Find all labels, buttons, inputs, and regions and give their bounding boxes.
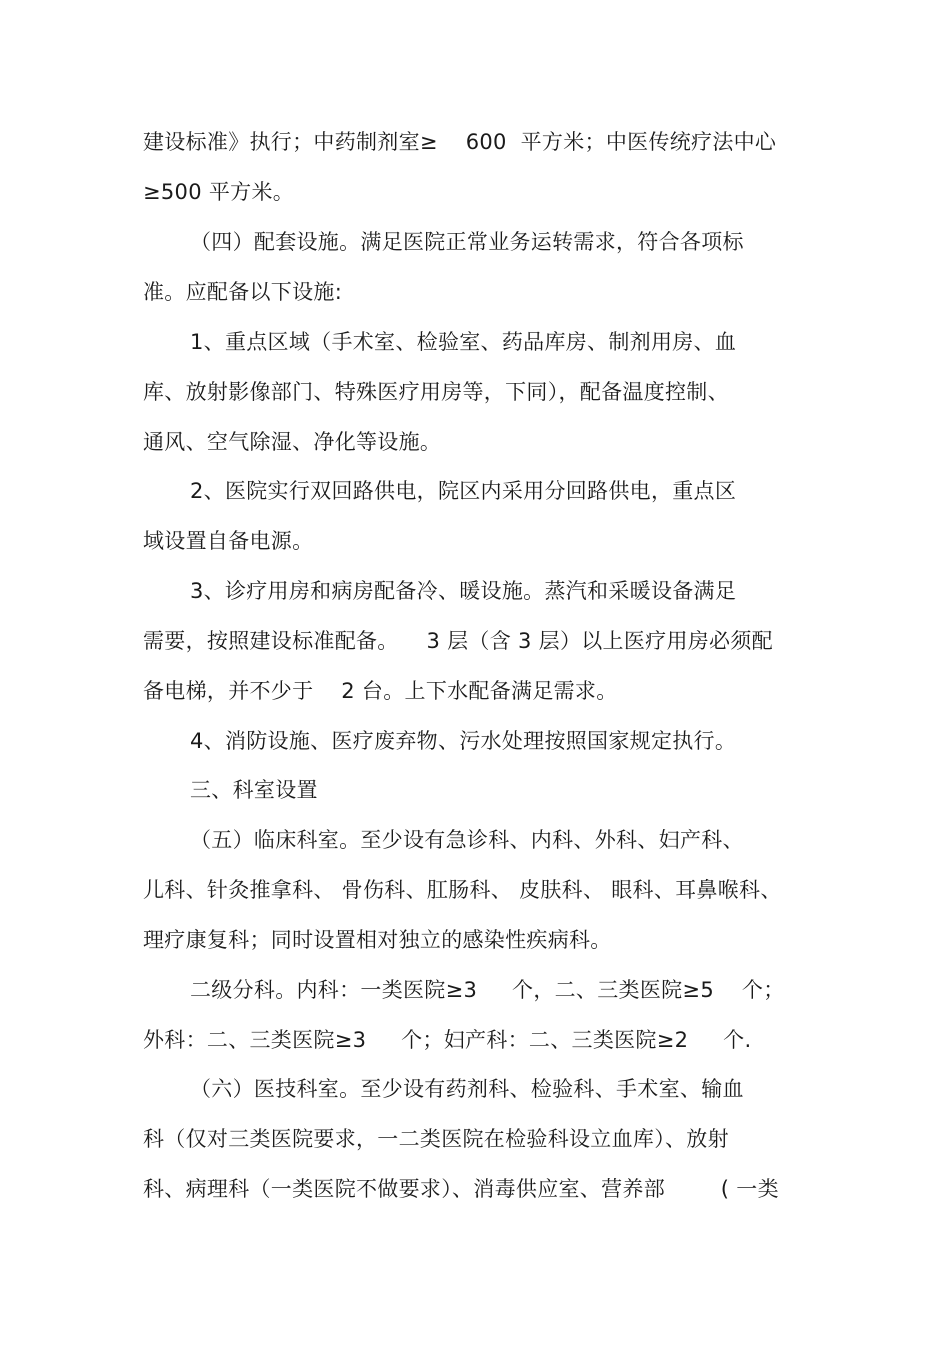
text-line: 科、病理科（一类医院不做要求）、消毒供应室、营养部 ( 一类	[143, 1177, 779, 1201]
text-line: 库、放射影像部门、特殊医疗用房等，下同），配备温度控制、	[143, 380, 729, 404]
section-heading-6: （六）医技科室。至少设有药剂科、检验科、手术室、输血	[190, 1077, 744, 1101]
text-line: 建设标准》执行；中药制剂室≥ 600 平方米；中医传统疗法中心	[143, 130, 777, 154]
list-item-3: 3、诊疗用房和病房配备冷、暖设施。蒸汽和采暖设备满足	[190, 579, 737, 603]
text-line: 需要，按照建设标准配备。 3 层（含 3 层）以上医疗用房必须配	[143, 629, 773, 653]
list-item-2: 2、医院实行双回路供电，院区内采用分回路供电，重点区	[190, 479, 737, 503]
text-line: 备电梯，并不少于 2 台。上下水配备满足需求。	[143, 679, 618, 703]
section-heading-5: （五）临床科室。至少设有急诊科、内科、外科、妇产科、	[190, 828, 744, 852]
list-item-4: 4、消防设施、医疗废弃物、污水处理按照国家规定执行。	[190, 729, 737, 753]
text-line: 二级分科。内科：一类医院≥3 个，二、三类医院≥5 个；	[190, 978, 785, 1002]
text-line: 儿科、针灸推拿科、 骨伤科、肛肠科、 皮肤科、 眼科、耳鼻喉科、	[143, 878, 782, 902]
section-heading-4: （四）配套设施。满足医院正常业务运转需求，符合各项标	[190, 230, 744, 254]
section-heading-3: 三、科室设置	[190, 778, 318, 802]
text-line: 通风、空气除湿、净化等设施。	[143, 430, 442, 454]
text-line: 外科：二、三类医院≥3 个；妇产科：二、三类医院≥2 个.	[143, 1028, 752, 1052]
text-line: 理疗康复科；同时设置相对独立的感染性疾病科。	[143, 928, 612, 952]
text-line: ≥500 平方米。	[143, 180, 295, 204]
text-line: 域设置自备电源。	[143, 529, 314, 553]
text-line: 科（仅对三类医院要求，一二类医院在检验科设立血库）、放射	[143, 1127, 729, 1151]
text-line: 准。应配备以下设施:	[143, 280, 343, 304]
list-item-1: 1、重点区域（手术室、检验室、药品库房、制剂用房、血	[190, 330, 737, 354]
